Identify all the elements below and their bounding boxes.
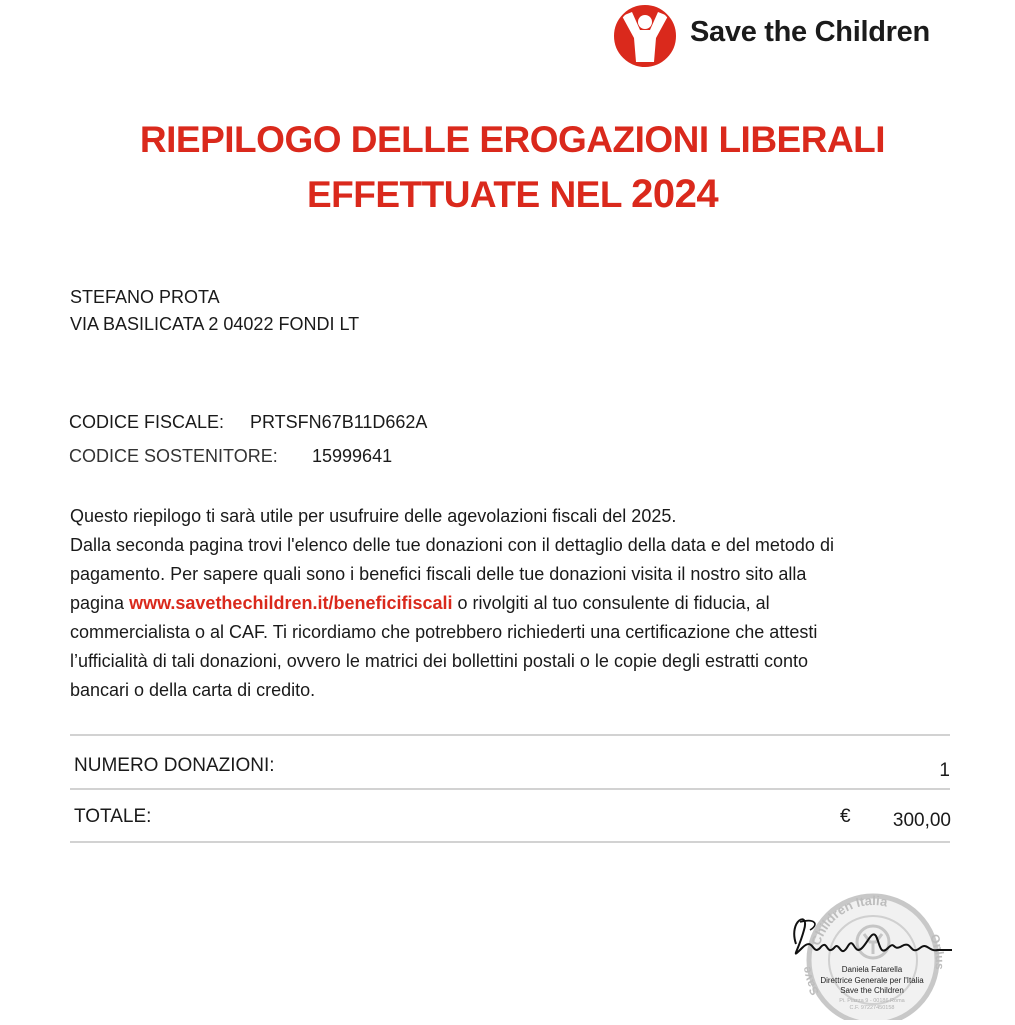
stamp-text-top: Children Italia bbox=[808, 892, 889, 948]
save-the-children-figure-icon bbox=[612, 2, 678, 68]
official-stamp-icon bbox=[780, 890, 960, 1020]
recipient-name: STEFANO PROTA bbox=[70, 287, 220, 307]
signer-name: Daniela Fatarella bbox=[841, 965, 903, 974]
paragraph-line-with-link bbox=[70, 589, 950, 618]
page-title bbox=[40, 112, 985, 222]
title-line-2-prefix: EFFETTUATE NEL bbox=[306, 174, 622, 215]
stamp-fiscal-code: C.F. 97227450158 bbox=[849, 1005, 895, 1011]
divider bbox=[70, 788, 950, 790]
fiscal-code-label: CODICE FISCALE: bbox=[69, 412, 225, 432]
stamp-address: Pi. Piazza 9 - 00186 Roma bbox=[839, 998, 905, 1004]
signature-stamp bbox=[780, 890, 960, 1020]
total-value: 300,00 bbox=[892, 810, 951, 831]
paragraph-line: pagamento. Per sapere quali sono i benefici fiscali delle tue donazioni visita il nostro sito alla bbox=[70, 564, 807, 584]
stamp-text-left: Save bbox=[799, 965, 822, 998]
paragraph-line: Questo riepilogo ti sarà utile per usufruire delle agevolazioni fiscali del 2025. bbox=[70, 506, 677, 526]
signer-role: Direttrice Generale per l'Italia bbox=[820, 976, 924, 985]
currency-symbol: € bbox=[840, 806, 851, 827]
fiscal-code-value: PRTSFN67B11D662A bbox=[250, 412, 428, 432]
supporter-code-label: CODICE SOSTENITORE: bbox=[69, 446, 278, 466]
paragraph-line: commercialista o al CAF. Ti ricordiamo che potrebbero richiederti una certificazione che attesti bbox=[70, 622, 818, 642]
paragraph-line: Dalla seconda pagina trovi l'elenco delle tue donazioni con il dettaglio della data e del metodo di bbox=[70, 535, 834, 555]
title-year: 2024 bbox=[631, 172, 719, 216]
title-line-1: RIEPILOGO DELLE EROGAZIONI LIBERALI bbox=[139, 119, 886, 160]
divider bbox=[70, 841, 950, 843]
stamp-text-right: Onlus bbox=[927, 931, 947, 971]
logo-text: Save the Children bbox=[690, 16, 930, 48]
donations-count-value: 1 bbox=[939, 760, 950, 781]
donations-count-label: NUMERO DONAZIONI: bbox=[74, 755, 275, 776]
signer-org: Save the Children bbox=[840, 986, 904, 995]
tax-benefits-link[interactable]: www.savethechildren.it/beneficifiscali bbox=[129, 593, 453, 613]
divider bbox=[70, 734, 950, 736]
save-the-children-logo bbox=[612, 2, 952, 68]
recipient-address: VIA BASILICATA 2 04022 FONDI LT bbox=[70, 314, 360, 334]
supporter-code-value: 15999641 bbox=[312, 446, 393, 466]
paragraph-text: pagina bbox=[70, 593, 130, 613]
total-label: TOTALE: bbox=[74, 806, 152, 827]
paragraph-line: bancari o della carta di credito. bbox=[70, 680, 316, 700]
title-line-2 bbox=[40, 167, 985, 222]
paragraph-line: l’ufficialità di tali donazioni, ovvero le matrici dei bollettini postali o le copie degli estratti conto bbox=[70, 651, 809, 671]
paragraph-text: o rivolgiti al tuo consulente di fiducia, al bbox=[452, 593, 770, 613]
info-paragraph bbox=[70, 502, 950, 705]
